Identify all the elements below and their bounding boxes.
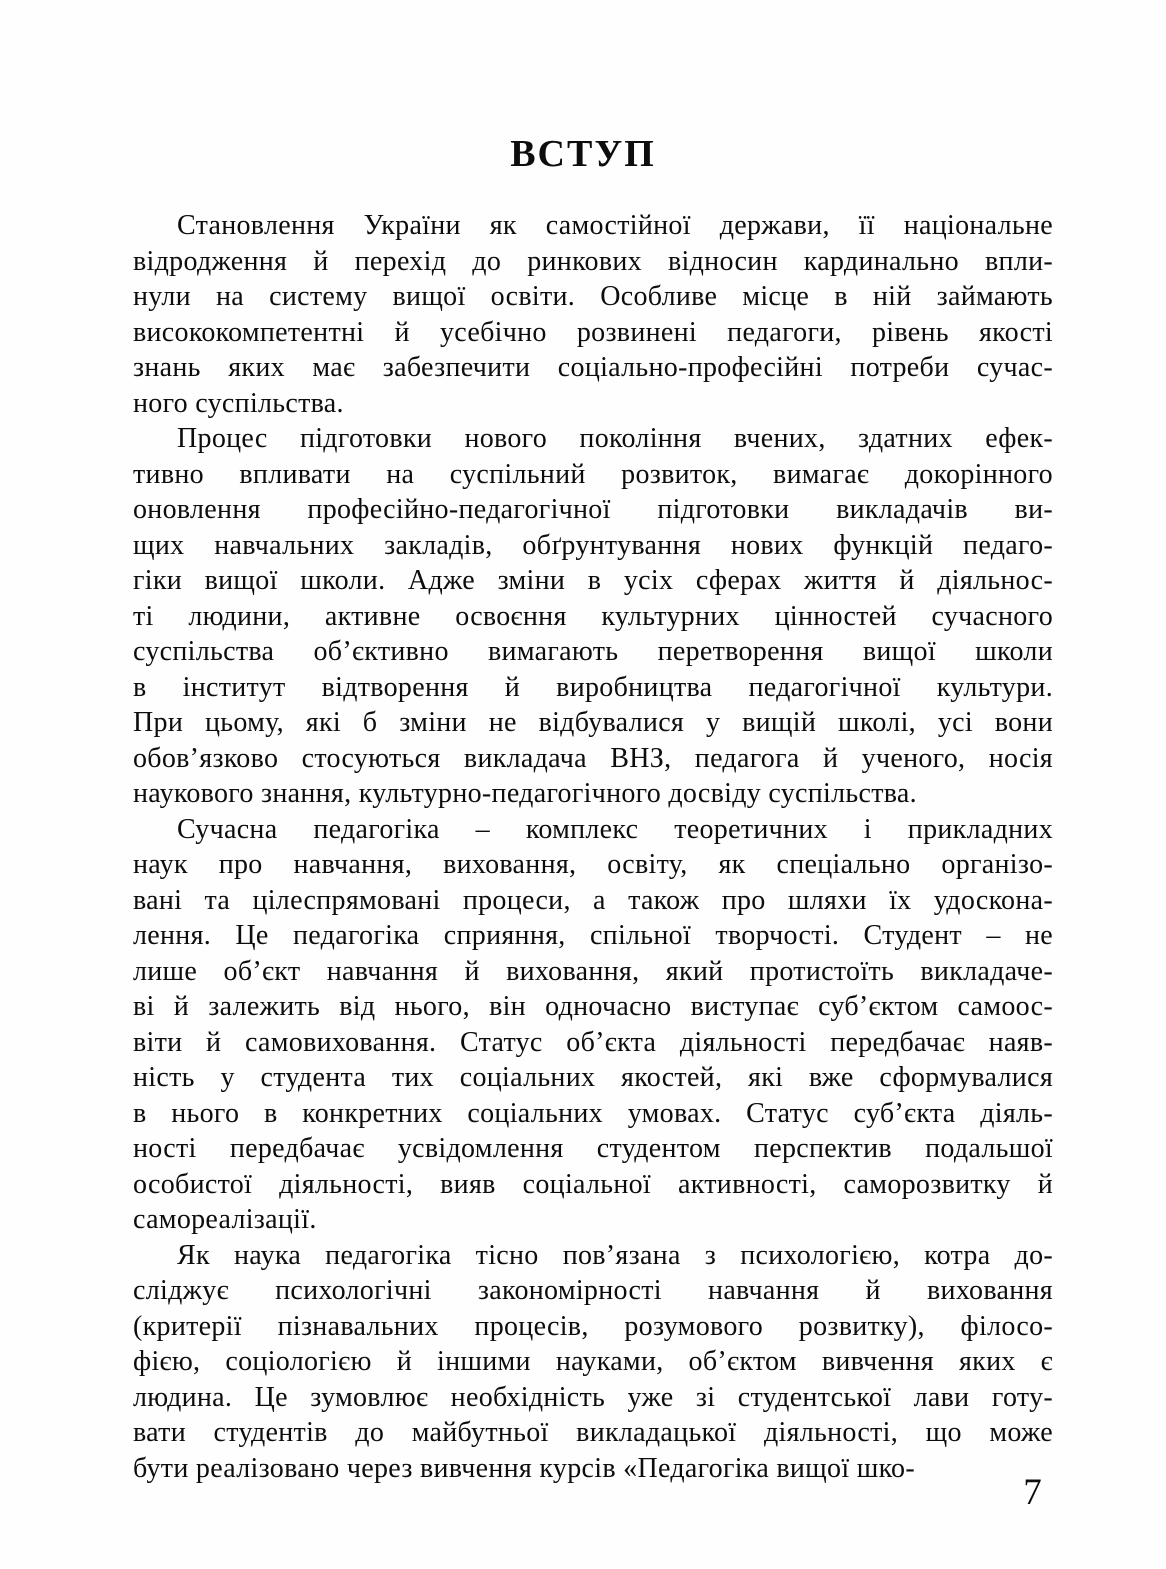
text-line: віти й самовиховання. Статус об’єкта діяльності передбачає наяв- [133,1026,1053,1058]
paragraph [133,812,1053,1238]
text-line: фією, соціологією й іншими науками, об’єктом вивчення яких є [133,1346,1053,1378]
text-line: знань яких має забезпечити соціально-професійні потреби сучас- [133,352,1053,384]
page-title: ВСТУП [510,133,656,176]
text-line: людина. Це зумовлює необхідність уже зі студентської лави готу- [133,1381,1053,1413]
text-line: ві й залежить від нього, він одночасно виступає суб’єктом самоос- [133,991,1053,1023]
text-line: лення. Це педагогіка сприяння, спільної творчості. Студент – не [133,920,1053,952]
text-line: ті людини, активне освоєння культурних цінностей сучасного [133,600,1053,632]
text-line: ність у студента тих соціальних якостей, які вже сформувалися [133,1062,1053,1094]
text-line: щих навчальних закладів, обґрунтування нових функцій педаго- [133,529,1053,561]
text-line: Становлення України як самостійної держави, її національне [177,210,1053,242]
paragraph [133,208,1053,421]
text-line: особистої діяльності, вияв соціальної активності, саморозвитку й [133,1168,1053,1200]
text-line: самореалізації. [133,1204,317,1236]
text-line: в нього в конкретних соціальних умовах. Статус суб’єкта діяль- [133,1097,1053,1129]
text-line: наук про навчання, виховання, освіту, як спеціально організо- [133,849,1053,881]
text-line: суспільства об’єктивно вимагають перетворення вищої школи [133,636,1053,668]
paragraph [133,421,1053,812]
text-line: ного суспільства. [133,387,344,419]
text-line: обов’язково стосуються викладача ВНЗ, педагога й ученого, носія [133,742,1053,774]
text-line: вані та цілеспрямовані процеси, а також про шляхи їх удоскона- [133,884,1053,916]
page-number: 7 [1023,1472,1042,1513]
text-line: тивно впливати на суспільний розвиток, вимагає докорінного [133,458,1053,490]
text-line: нули на систему вищої освіти. Особливе місце в ній займають [133,281,1053,313]
text-line: вати студентів до майбутньої викладацької діяльності, що може [133,1417,1053,1449]
text-line: Процес підготовки нового покоління вчених, здатних ефек- [177,423,1053,455]
text-line: відродження й перехід до ринкових відносин кардинально впли- [133,245,1053,277]
text-line: гіки вищої школи. Адже зміни в усіх сферах життя й діяльнос- [133,565,1053,597]
text-line: (критерії пізнавальних процесів, розумового розвитку), філосо- [133,1310,1053,1342]
text-line: бути реалізовано через вивчення курсів «Педагогіка вищої шко- [133,1452,915,1484]
text-line: наукового знання, культурно-педагогічного досвіду суспільства. [133,778,917,810]
text-line: Сучасна педагогіка – комплекс теоретичних і прикладних [177,813,1053,845]
text-line: Як наука педагогіка тісно пов’язана з психологією, котра до- [177,1239,1053,1271]
text-line: сліджує психологічні закономірності навчання й виховання [133,1275,1053,1307]
paragraph [133,1238,1053,1487]
text-line: в інститут відтворення й виробництва педагогічної культури. [133,671,1053,703]
text-line: При цьому, які б зміни не відбувалися у вищій школі, усі вони [133,707,1053,739]
text-line: висококомпетентні й усебічно розвинені педагоги, рівень якості [133,316,1053,348]
text-block [133,208,1053,1486]
text-line: ності передбачає усвідомлення студентом перспектив подальшої [133,1133,1053,1165]
text-line: оновлення професійно-педагогічної підготовки викладачів ви- [133,494,1053,526]
text-line: лише об’єкт навчання й виховання, який протистоїть викладаче- [133,955,1053,987]
